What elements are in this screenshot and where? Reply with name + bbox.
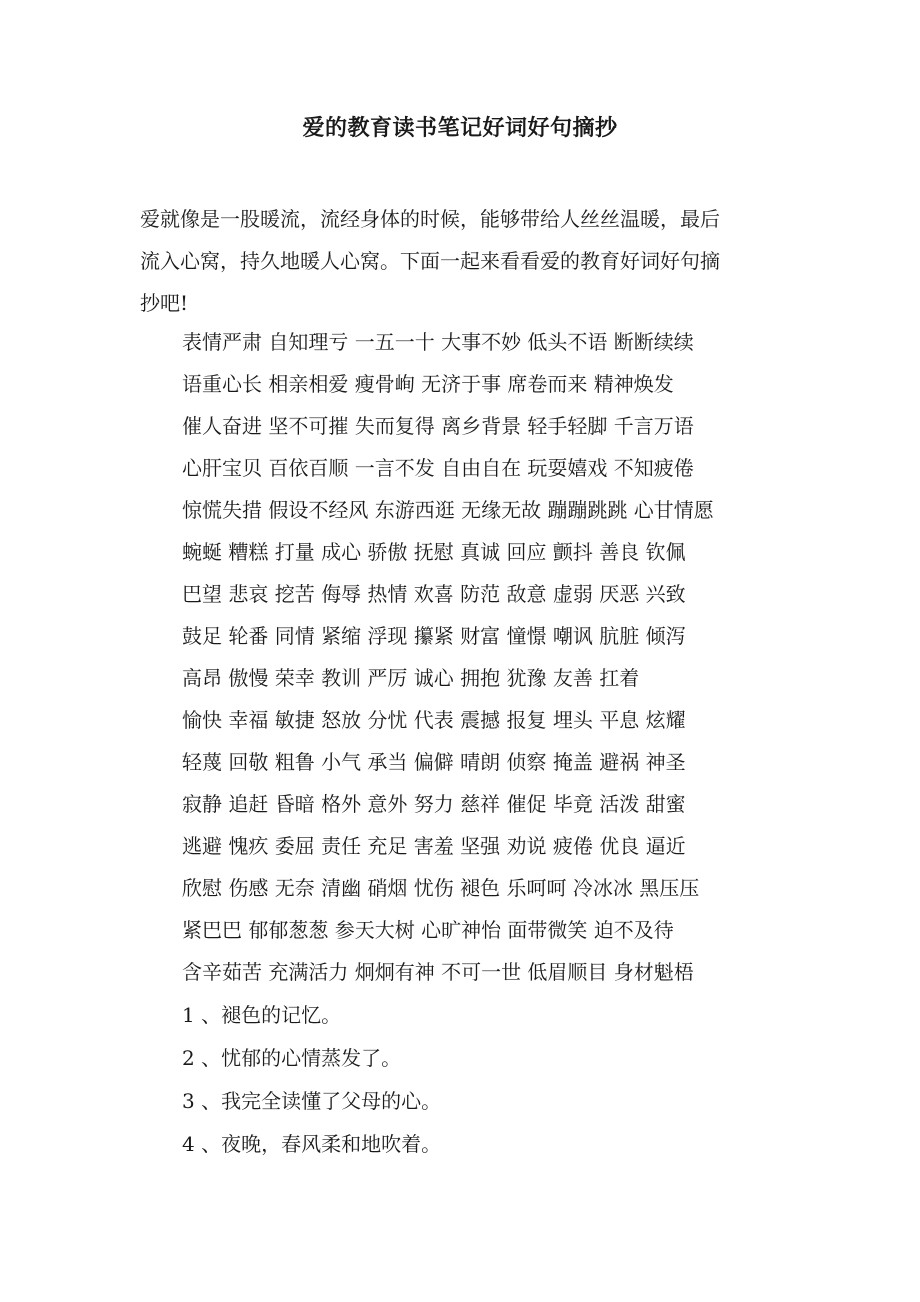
intro-line: 抄吧! <box>140 291 189 315</box>
sentence-item: 3 、我完全读懂了父母的心。 <box>182 1089 442 1113</box>
word-row: 巴望 悲哀 挖苦 侮辱 热情 欢喜 防范 敌意 虚弱 厌恶 兴致 <box>182 582 686 606</box>
word-row: 鼓足 轮番 同情 紧缩 浮现 攥紧 财富 憧憬 嘲讽 肮脏 倾泻 <box>182 624 686 648</box>
intro-paragraph <box>140 198 780 324</box>
word-row: 含辛茹苦 充满活力 炯炯有神 不可一世 低眉顺目 身材魁梧 <box>182 960 694 984</box>
word-row: 催人奋进 坚不可摧 失而复得 离乡背景 轻手轻脚 千言万语 <box>182 414 694 438</box>
word-row: 惊慌失措 假设不经风 东游西逛 无缘无故 蹦蹦跳跳 心甘情愿 <box>182 498 714 522</box>
word-row: 蜿蜒 糟糕 打量 成心 骄傲 抚慰 真诚 回应 颤抖 善良 钦佩 <box>182 540 686 564</box>
word-row: 语重心长 相亲相爱 瘦骨峋 无济于事 席卷而来 精神焕发 <box>182 372 674 396</box>
word-row: 紧巴巴 郁郁葱葱 参天大树 心旷神怡 面带微笑 迫不及待 <box>182 918 674 942</box>
good-sentences-list <box>182 994 782 1166</box>
word-row: 心肝宝贝 百依百顺 一言不发 自由自在 玩耍嬉戏 不知疲倦 <box>182 456 694 480</box>
word-row: 轻蔑 回敬 粗鲁 小气 承当 偏僻 晴朗 侦察 掩盖 避祸 神圣 <box>182 750 686 774</box>
sentence-item: 2 、忧郁的心情蒸发了。 <box>182 1046 402 1070</box>
intro-line: 流入心窝，持久地暖人心窝。下面一起来看看爱的教育好词好句摘 <box>140 249 720 273</box>
word-row: 逃避 愧疚 委屈 责任 充足 害羞 坚强 劝说 疲倦 优良 逼近 <box>182 834 686 858</box>
document-title: 爱的教育读书笔记好词好句摘抄 <box>302 115 618 141</box>
word-row: 表情严肃 自知理亏 一五一十 大事不妙 低头不语 断断续续 <box>182 330 694 354</box>
sentence-item: 1 、褪色的记忆。 <box>182 1003 342 1027</box>
word-row: 欣慰 伤感 无奈 清幽 硝烟 忧伤 褪色 乐呵呵 冷冰冰 黑压压 <box>182 876 700 900</box>
good-words-list <box>182 321 802 993</box>
word-row: 寂静 追赶 昏暗 格外 意外 努力 慈祥 催促 毕竟 活泼 甜蜜 <box>182 792 686 816</box>
word-row: 愉快 幸福 敏捷 怒放 分忧 代表 震撼 报复 埋头 平息 炫耀 <box>182 708 686 732</box>
sentence-item: 4 、夜晚，春风柔和地吹着。 <box>182 1132 442 1156</box>
word-row: 高昂 傲慢 荣幸 教训 严厉 诚心 拥抱 犹豫 友善 扛着 <box>182 666 640 690</box>
intro-line: 爱就像是一股暖流，流经身体的时候，能够带给人丝丝温暖，最后 <box>140 207 720 231</box>
